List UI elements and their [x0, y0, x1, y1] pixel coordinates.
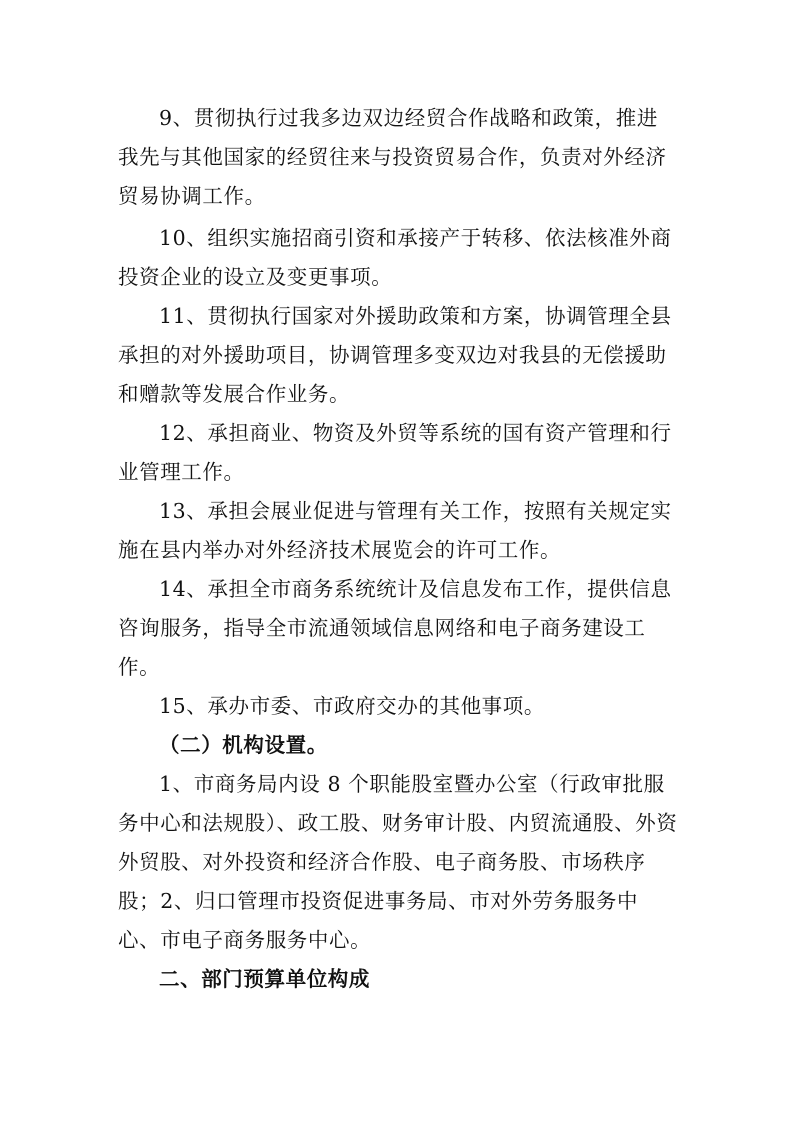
duty-item-15: 15、承办市委、市政府交办的其他事项。	[159, 694, 545, 718]
duty-item-14: 14、承担全市商务系统统计及信息发布工作，提供信息咨询服务，指导全市流通领域信息网络和电子商务建设工作。	[118, 577, 672, 679]
section-heading-budget-units: 二、部门预算单位构成	[159, 967, 370, 991]
duty-item-12: 12、承担商业、物资及外贸等系统的国有资产管理和行业管理工作。	[118, 421, 672, 484]
duty-item-11: 11、贯彻执行国家对外援助政策和方案，协调管理全县承担的对外援助项目，协调管理多变双边对我县的无偿援助和赠款等发展合作业务。	[118, 304, 672, 406]
institution-structure-paragraph: 1、市商务局内设 8 个职能股室暨办公室（行政审批服务中心和法规股）、政工股、财务审计股、内贸流通股、外资外贸股、对外投资和经济合作股、电子商务股、市场秩序股；2、归口管理市投资促进事务局、市对外劳务服务中心、市电子商务服务中心。	[118, 772, 678, 952]
duty-item-13: 13、承担会展业促进与管理有关工作，按照有关规定实施在县内举办对外经济技术展览会的许可工作。	[118, 499, 672, 562]
subheading-institution-setup: （二）机构设置。	[159, 733, 328, 757]
duty-item-9: 9、贯彻执行过我多边双边经贸合作战略和政策，推进我先与其他国家的经贸往来与投资贸易合作，负责对外经济贸易协调工作。	[118, 106, 667, 208]
duty-item-10: 10、组织实施招商引资和承接产于转移、依法核准外商投资企业的设立及变更事项。	[118, 226, 672, 289]
